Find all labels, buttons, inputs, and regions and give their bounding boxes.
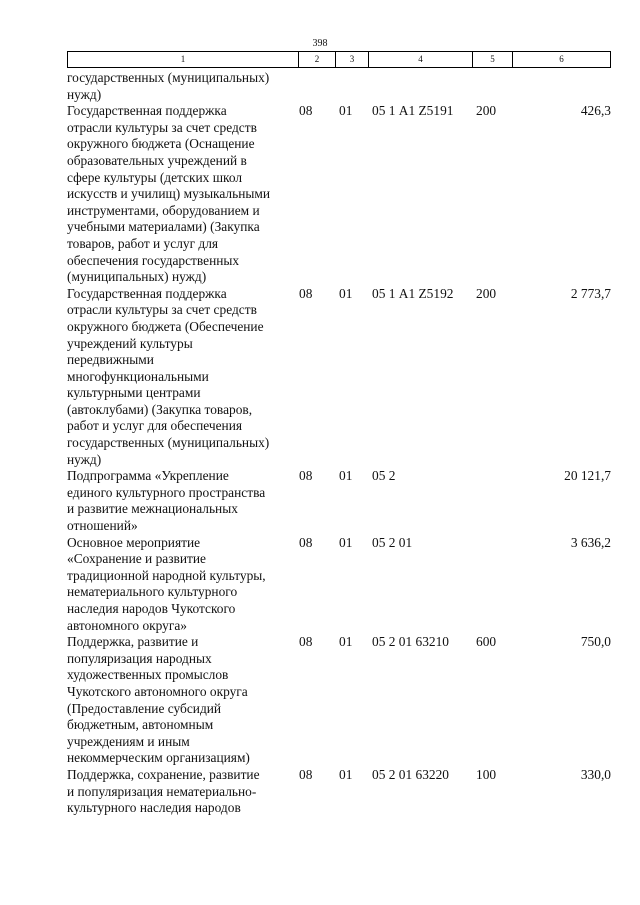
description-line: «Сохранение и развитие <box>67 551 206 567</box>
description-line: обеспечения государственных <box>67 252 240 268</box>
description-line: Подпрограмма «Укрепление <box>67 468 229 484</box>
description-line: нужд) <box>67 451 102 467</box>
description-line: культурного наследия народов <box>67 800 241 816</box>
row-amount <box>512 70 611 103</box>
row-subsection-code: 01 <box>339 766 353 782</box>
description-line: образовательных учреждений в <box>67 152 247 168</box>
description-line: (муниципальных) нужд) <box>67 269 207 285</box>
description-line: сфере культуры (детских школ <box>67 169 243 185</box>
table-row <box>67 535 611 635</box>
row-section-code: 08 <box>299 103 313 119</box>
row-description <box>67 103 298 286</box>
description-line: Поддержка, сохранение, развитие <box>67 766 260 782</box>
row-target-article-code: 05 1 А1 Z5191 <box>372 103 454 119</box>
row-amount: 3 636,2 <box>570 534 611 550</box>
description-line: отрасли культуры за счет средств <box>67 302 257 318</box>
row-target-article-code: 05 2 <box>372 468 396 484</box>
description-line: учебными материалами) (Закупка <box>67 219 260 235</box>
table-row <box>67 70 611 103</box>
row-expense-type-code <box>472 535 512 635</box>
row-target-article-code: 05 1 А1 Z5192 <box>372 285 454 301</box>
row-amount: 426,3 <box>580 103 611 119</box>
row-subsection-code: 01 <box>339 634 353 650</box>
row-subsection-code <box>335 70 368 103</box>
row-target-article-code <box>368 70 472 103</box>
row-target-article-code: 05 2 01 <box>372 534 413 550</box>
header-col-1: 1 <box>68 52 299 67</box>
row-expense-type-code <box>472 468 512 534</box>
row-amount: 750,0 <box>580 634 611 650</box>
row-expense-type-code: 200 <box>476 285 497 301</box>
description-line: товаров, работ и услуг для <box>67 235 219 251</box>
row-subsection-code: 01 <box>339 534 353 550</box>
description-line: (автоклубами) (Закупка товаров, <box>67 401 253 417</box>
row-expense-type-code: 600 <box>476 634 497 650</box>
row-section-code: 08 <box>299 285 313 301</box>
row-subsection-code: 01 <box>339 285 353 301</box>
description-line: многофункциональными <box>67 368 209 384</box>
description-line: учреждений культуры <box>67 335 193 351</box>
description-line: государственных (муниципальных) <box>67 70 270 85</box>
description-line: инструментами, оборудованием и <box>67 202 260 218</box>
description-line: Чукотского автономного округа <box>67 683 248 699</box>
description-line: передвижными <box>67 352 154 368</box>
row-amount: 330,0 <box>580 766 611 782</box>
description-line: нужд) <box>67 86 102 102</box>
row-target-article-code: 05 2 01 63220 <box>372 766 449 782</box>
description-line: традиционной народной культуры, <box>67 567 266 583</box>
header-col-3: 3 <box>336 52 369 67</box>
description-line: учреждениям и иным <box>67 733 190 749</box>
description-line: отношений» <box>67 518 138 534</box>
description-line: нематериального культурного <box>67 584 238 600</box>
description-line: Государственная поддержка <box>67 285 227 301</box>
description-line: и развитие межнациональных <box>67 501 238 517</box>
row-description <box>67 767 298 817</box>
description-line: некоммерческим организациям) <box>67 750 250 766</box>
page-number: 398 <box>312 38 328 49</box>
description-line: искусств и училищ) музыкальными <box>67 186 271 202</box>
header-col-4: 4 <box>369 52 473 67</box>
row-expense-type-code: 200 <box>476 103 497 119</box>
table-row <box>67 468 611 534</box>
table-row <box>67 103 611 286</box>
row-section-code: 08 <box>299 634 313 650</box>
row-expense-type-code <box>472 70 512 103</box>
row-amount: 20 121,7 <box>564 468 611 484</box>
table-row <box>67 286 611 469</box>
row-description <box>67 468 298 534</box>
description-line: Государственная поддержка <box>67 103 227 119</box>
row-amount: 2 773,7 <box>570 285 611 301</box>
description-line: окружного бюджета (Оснащение <box>67 136 255 152</box>
description-line: отрасли культуры за счет средств <box>67 119 257 135</box>
header-col-5: 5 <box>473 52 513 67</box>
row-description <box>67 70 298 103</box>
row-section-code <box>298 70 335 103</box>
row-subsection-code: 01 <box>339 103 353 119</box>
description-line: и популяризация нематериально- <box>67 783 257 799</box>
description-line: окружного бюджета (Обеспечение <box>67 318 264 334</box>
table-body <box>67 70 611 817</box>
description-line: Поддержка, развитие и <box>67 634 199 650</box>
row-description <box>67 535 298 635</box>
row-target-article-code: 05 2 01 63210 <box>372 634 449 650</box>
description-line: автономного округа» <box>67 617 187 633</box>
description-line: культурными центрами <box>67 385 201 401</box>
header-col-6: 6 <box>559 54 564 64</box>
row-section-code: 08 <box>299 534 313 550</box>
description-line: наследия народов Чукотского <box>67 601 236 616</box>
description-line: (Предоставление субсидий <box>67 700 222 716</box>
row-section-code: 08 <box>299 468 313 484</box>
table-row <box>67 767 611 817</box>
description-line: государственных (муниципальных) <box>67 435 270 451</box>
row-expense-type-code: 100 <box>476 766 497 782</box>
table-header <box>67 51 611 68</box>
description-line: Основное мероприятие <box>67 534 201 550</box>
row-section-code: 08 <box>299 766 313 782</box>
description-line: единого культурного пространства <box>67 484 266 500</box>
description-line: бюджетным, автономным <box>67 717 214 733</box>
table-row <box>67 634 611 767</box>
description-line: популяризация народных <box>67 650 212 666</box>
description-line: работ и услуг для обеспечения <box>67 418 243 434</box>
row-description <box>67 634 298 767</box>
description-line: художественных промыслов <box>67 667 229 683</box>
row-description <box>67 286 298 469</box>
row-subsection-code: 01 <box>339 468 353 484</box>
header-col-2: 2 <box>299 52 336 67</box>
